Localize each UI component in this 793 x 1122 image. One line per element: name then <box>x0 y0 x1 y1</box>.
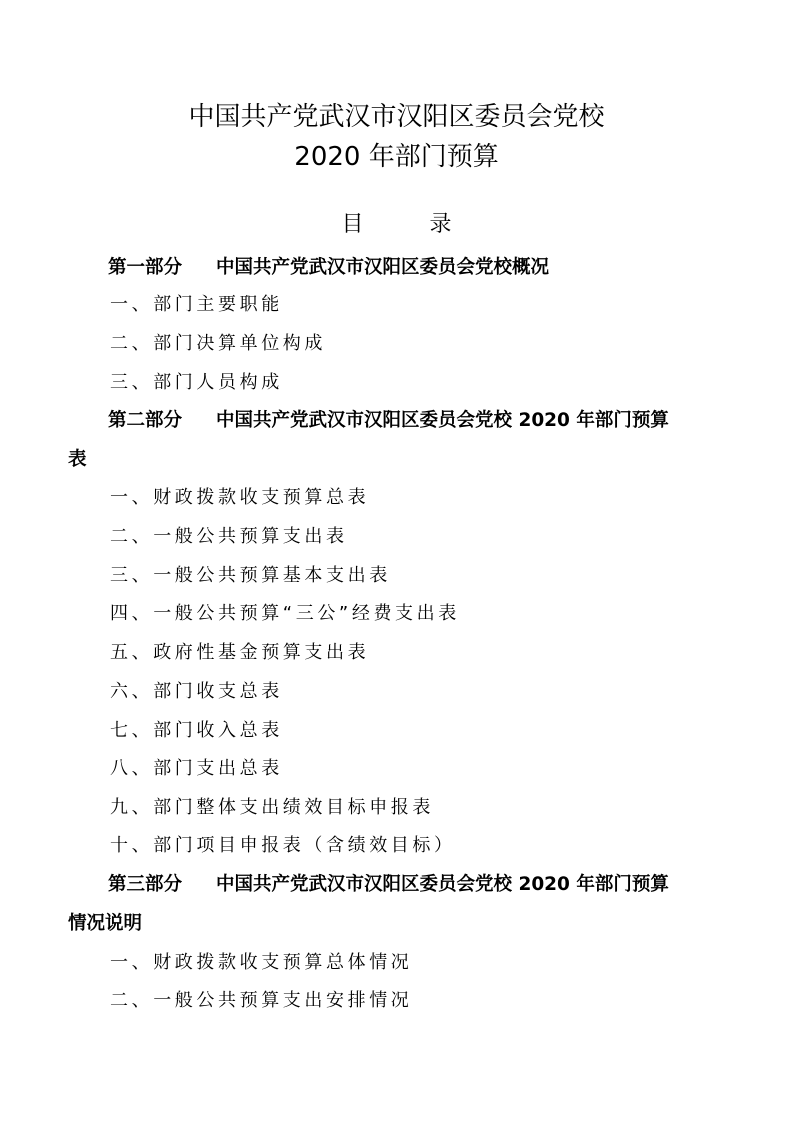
toc-item: 六、部门收支总表 <box>110 681 283 702</box>
toc-heading-char-2: 录 <box>429 212 452 237</box>
toc-part-title: 中国共产党武汉市汉阳区委员会党校 2020 年部门预算 <box>216 410 669 431</box>
document-title-line-1: 中国共产党武汉市汉阳区委员会党校 <box>188 102 605 132</box>
toc-item: 七、部门收入总表 <box>110 720 283 741</box>
toc-item: 五、政府性基金预算支出表 <box>110 642 370 663</box>
toc-item: 二、部门决算单位构成 <box>110 333 326 354</box>
toc-item: 一、部门主要职能 <box>110 294 283 315</box>
toc-item: 一、财政拨款收支预算总表 <box>110 487 370 508</box>
toc-item: 四、一般公共预算“三公”经费支出表 <box>110 603 460 624</box>
toc-item: 三、部门人员构成 <box>110 372 283 393</box>
toc-part-3 <box>108 872 669 898</box>
toc-item: 九、部门整体支出绩效目标申报表 <box>110 797 434 818</box>
toc-part-label: 第三部分 <box>108 874 183 895</box>
toc-item: 二、一般公共预算支出安排情况 <box>110 990 413 1011</box>
toc-item: 八、部门支出总表 <box>110 758 283 779</box>
toc-part-title-continuation: 情况说明 <box>68 913 143 934</box>
toc-heading <box>0 210 793 240</box>
toc-part-label: 第二部分 <box>108 410 183 431</box>
toc-item: 三、一般公共预算基本支出表 <box>110 565 391 586</box>
toc-part-2 <box>108 408 669 434</box>
document-title-line-2: 2020 年部门预算 <box>294 142 499 172</box>
toc-part-label: 第一部分 <box>108 257 183 278</box>
toc-heading-char-1: 目 <box>341 212 364 237</box>
toc-item: 十、部门项目申报表（含绩效目标） <box>110 835 456 856</box>
toc-part-title-continuation: 表 <box>68 449 87 470</box>
toc-part-title: 中国共产党武汉市汉阳区委员会党校 2020 年部门预算 <box>216 874 669 895</box>
toc-part-1 <box>108 255 549 281</box>
toc-part-title: 中国共产党武汉市汉阳区委员会党校概况 <box>216 257 550 278</box>
toc-item: 一、财政拨款收支预算总体情况 <box>110 952 413 973</box>
toc-item: 二、一般公共预算支出表 <box>110 526 348 547</box>
